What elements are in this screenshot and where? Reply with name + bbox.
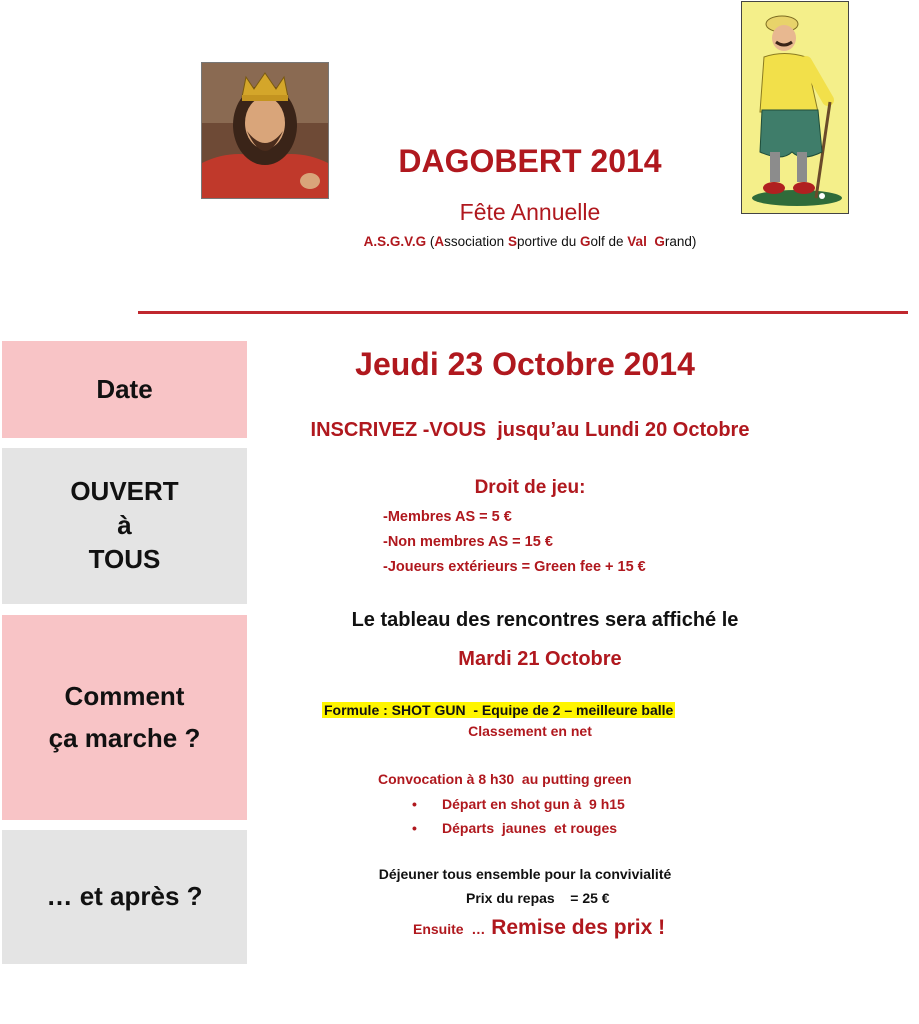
- fee-item: -Joueurs extérieurs = Green fee + 15 €: [383, 559, 646, 575]
- ouvert-label-box: [2, 448, 247, 604]
- ouvert-line2: à: [117, 510, 132, 541]
- fee-item: -Membres AS = 5 €: [383, 509, 512, 525]
- date-label: Date: [96, 373, 153, 404]
- bullet-icon: •: [412, 796, 417, 812]
- asso-initial: A: [434, 234, 445, 249]
- event-title: DAGOBERT 2014: [398, 143, 662, 179]
- bullet-icon: •: [412, 820, 417, 836]
- ouvert-line3: TOUS: [88, 543, 161, 574]
- format-highlight: Formule : SHOT GUN - Equipe de 2 – meilleure balle: [324, 702, 674, 718]
- comment-line2: ça marche ?: [48, 722, 201, 753]
- asso-initial: G: [580, 234, 591, 249]
- ouvert-line1: OUVERT: [70, 476, 179, 507]
- lunch-note: Déjeuner tous ensemble pour la convivialité: [378, 866, 672, 882]
- convocation-time: Convocation à 8 h30 au putting green: [378, 771, 632, 787]
- schedule-date: Mardi 21 Octobre: [458, 648, 622, 670]
- apres-label-box: [2, 830, 247, 964]
- fee-item: -Non membres AS = 15 €: [383, 534, 553, 550]
- asso-initial: S: [507, 234, 517, 249]
- asso-text: ssociation: [444, 234, 508, 249]
- bullet-item: Départ en shot gun à 9 h15: [442, 796, 625, 812]
- asso-text: olf de: [590, 234, 628, 249]
- bullet-item: Départs jaunes et rouges: [442, 820, 618, 836]
- date-label-box: [2, 341, 247, 438]
- association-name: [260, 234, 800, 249]
- asso-paren: (: [426, 234, 435, 249]
- golfer-illustration-image: [741, 1, 849, 214]
- fees-title: Droit de jeu:: [474, 477, 586, 498]
- event-date: Jeudi 23 Octobre 2014: [355, 346, 695, 382]
- apres-label: … et après ?: [46, 881, 203, 912]
- asso-initial: Val: [627, 234, 647, 249]
- registration-deadline: INSCRIVEZ -VOUS jusqu’au Lundi 20 Octobre: [310, 419, 750, 441]
- ranking-note: Classement en net: [468, 723, 592, 739]
- prize-line: [413, 916, 665, 940]
- ensuite-text: Ensuite …: [413, 921, 486, 937]
- asso-text: rand): [664, 234, 697, 249]
- meal-price: Prix du repas = 25 €: [466, 890, 610, 906]
- prize-ceremony: Remise des prix !: [485, 916, 666, 939]
- asso-acronym: A.S.G.V.G: [363, 234, 427, 249]
- event-subtitle: Fête Annuelle: [459, 199, 601, 225]
- asso-text: portive du: [516, 234, 580, 249]
- comment-label-box: [2, 615, 247, 820]
- schedule-notice: Le tableau des rencontres sera affiché le: [351, 609, 739, 631]
- comment-line1: Comment: [64, 680, 185, 711]
- header-divider: [138, 311, 908, 314]
- asso-initial: G: [654, 234, 665, 249]
